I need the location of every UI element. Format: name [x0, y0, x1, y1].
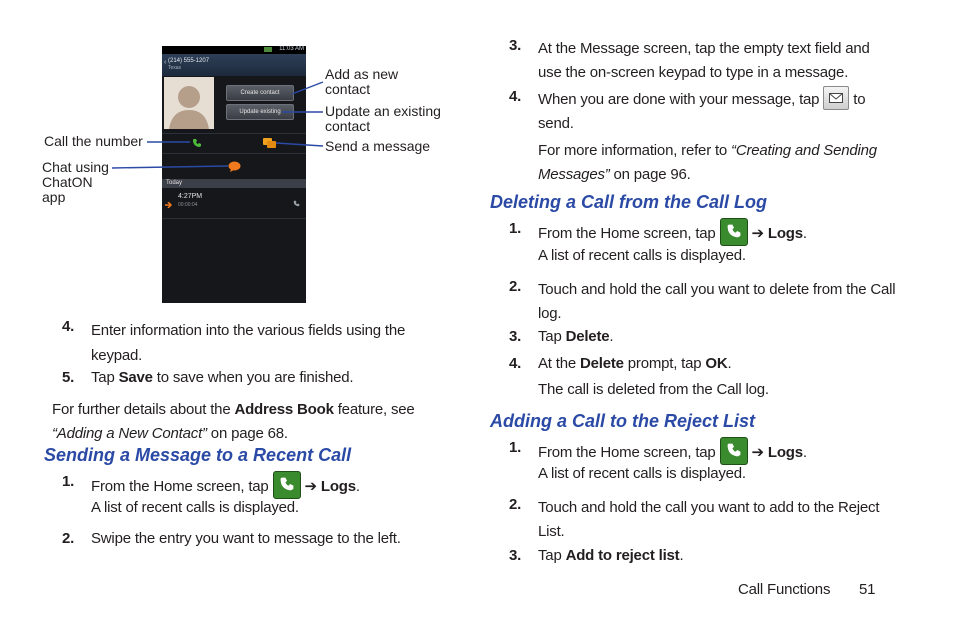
annotation-add-new: Add as new contact — [325, 66, 399, 97]
contact-number: (214) 555-1207 — [168, 58, 210, 64]
step-number: 5. — [62, 369, 75, 386]
arrow-icon: ➔ — [747, 224, 768, 242]
step-text: At the Message screen, tap the empty text field and use the on-screen keypad to type in a message. — [538, 40, 870, 81]
step-text: Tap Add to reject list. — [538, 547, 684, 564]
arrow-icon: ➔ — [300, 477, 321, 495]
arrow-icon: ➔ — [747, 443, 768, 461]
step-text: Tap Delete. — [538, 328, 614, 345]
step-text: Touch and hold the call you want to add to the Reject List. — [538, 499, 880, 540]
phone-app-icon[interactable] — [720, 218, 748, 246]
back-icon: ‹ — [164, 59, 167, 66]
step-number: 2. — [509, 278, 522, 295]
step-number: 3. — [509, 37, 522, 54]
further-details-paragraph: For further details about the Address Book feature, see “Adding a New Contact” on page 68. — [52, 401, 415, 442]
step-number: 3. — [509, 328, 522, 345]
section-heading: Deleting a Call from the Call Log — [490, 192, 768, 212]
today-label: Today — [166, 180, 183, 186]
annotation-update-existing: Update an existing contact — [325, 103, 441, 134]
status-time: 11:03 AM — [279, 46, 304, 52]
step-subtext: A list of recent calls is displayed. — [538, 465, 746, 482]
step-text: Enter information into the various fields using the keypad. — [91, 322, 406, 364]
step-number: 1. — [509, 220, 522, 237]
step-text: When you are done with your message, tap to send. — [538, 88, 888, 136]
create-contact-label: Create contact — [240, 90, 280, 96]
annotation-chat-using: Chat using ChatON app — [42, 159, 109, 205]
cross-reference-link[interactable]: “Creating and Sending — [731, 142, 877, 159]
step-number: 4. — [509, 355, 522, 372]
step-text: Tap Save to save when you are finished. — [91, 369, 354, 386]
annotation-send-message: Send a message — [325, 138, 431, 154]
step-text: Swipe the entry you want to message to the left. — [91, 530, 401, 547]
page-number: 51 — [859, 581, 876, 598]
more-info-paragraph: For more information, refer to “Creating and Sending Messages” on page 96. — [538, 142, 877, 183]
log-duration: 00:00:04 — [178, 202, 198, 208]
footer-section-title: Call Functions — [738, 581, 831, 598]
contact-location: Texas — [168, 65, 182, 71]
step-subtext: A list of recent calls is displayed. — [91, 499, 299, 516]
cross-reference-link[interactable]: “Adding a New Contact” — [52, 425, 207, 442]
phone-app-icon[interactable] — [273, 471, 301, 499]
step-text: From the Home screen, tap ➔ Logs. — [91, 473, 360, 501]
section-heading: Adding a Call to the Reject List — [490, 411, 756, 431]
step-text: At the Delete prompt, tap OK. — [538, 355, 732, 372]
phone-app-icon[interactable] — [720, 437, 748, 465]
step-number: 1. — [509, 439, 522, 456]
annotation-call-number: Call the number — [44, 133, 143, 149]
step-subtext: A list of recent calls is displayed. — [538, 247, 746, 264]
step-number: 2. — [62, 530, 75, 547]
message-send-icon[interactable] — [823, 86, 849, 110]
step-text: From the Home screen, tap ➔ Logs. — [538, 439, 807, 467]
step-number: 2. — [509, 496, 522, 513]
step-text: From the Home screen, tap ➔ Logs. — [538, 220, 807, 248]
step-text: Touch and hold the call you want to delete from the Call log. — [538, 281, 896, 322]
section-heading: Sending a Message to a Recent Call — [44, 445, 352, 465]
step-number: 4. — [509, 88, 522, 105]
step-number: 4. — [62, 318, 75, 335]
log-time: 4:27PM — [178, 193, 203, 200]
step-number: 3. — [509, 547, 522, 564]
step-subtext: The call is deleted from the Call log. — [538, 381, 769, 398]
step-number: 1. — [62, 473, 75, 490]
update-existing-label: Update existing — [239, 109, 281, 115]
